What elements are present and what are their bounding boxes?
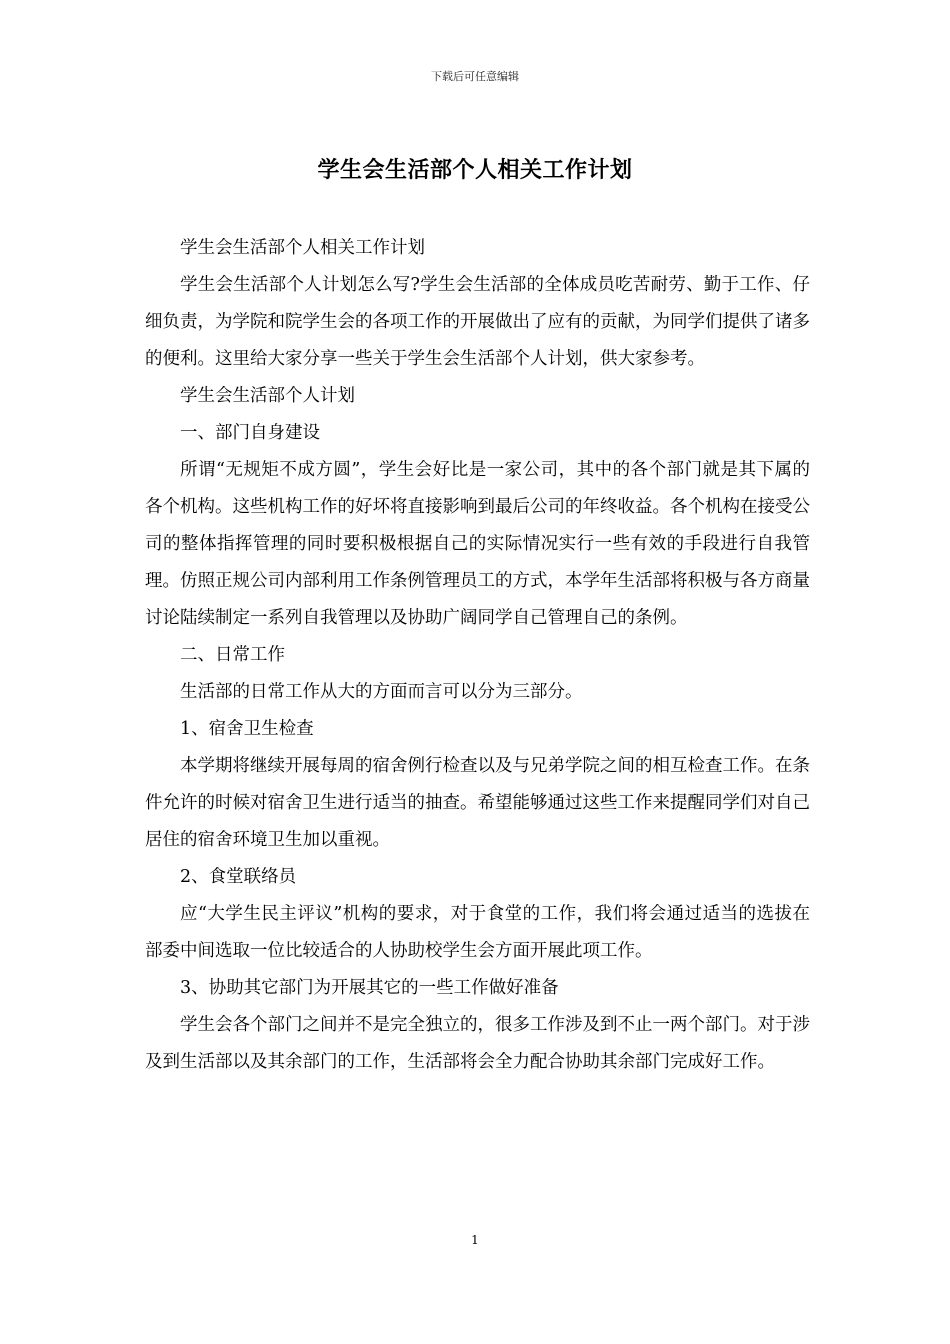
subsection-heading: 3、协助其它部门为开展其它的一些工作做好准备 bbox=[180, 978, 559, 998]
header-note: 下载后可任意编辑 bbox=[431, 70, 519, 83]
paragraph: 学生会各个部门之间并不是完全独立的，很多工作涉及到不止一两个部门。对于涉及到生活部以及其余部门的工作，生活部将会全力配合协助其余部门完成好工作。 bbox=[145, 1015, 810, 1072]
document-title: 学生会生活部个人相关工作计划 bbox=[317, 157, 633, 183]
paragraph: 本学期将继续开展每周的宿舍例行检查以及与兄弟学院之间的相互检查工作。在条件允许的时候对宿舍卫生进行适当的抽查。希望能够通过这些工作来提醒同学们对自己居住的宿舍环境卫生加以重视。 bbox=[145, 756, 810, 850]
paragraph: 学生会生活部个人相关工作计划 bbox=[180, 238, 425, 258]
paragraph: 应“大学生民主评议”机构的要求，对于食堂的工作，我们将会通过适当的选拔在部委中间选取一位比较适合的人协助校学生会方面开展此项工作。 bbox=[145, 904, 810, 961]
paragraph: 所谓“无规矩不成方圆”，学生会好比是一家公司，其中的各个部门就是其下属的各个机构。这些机构工作的好坏将直接影响到最后公司的年终收益。各个机构在接受公司的整体指挥管理的同时要积极根据自己的实际情况实行一些有效的手段进行自我管理。仿照正规公司内部利用工作条例管理员工的方式，本学年生活部将积极与各方商量讨论陆续制定一系列自我管理以及协助广阔同学自己管理自己的条例。 bbox=[145, 460, 810, 628]
section-heading: 一、部门自身建设 bbox=[180, 423, 320, 443]
subsection-heading: 1、宿舍卫生检查 bbox=[180, 719, 314, 739]
document-body bbox=[145, 230, 810, 1081]
section-heading: 二、日常工作 bbox=[180, 645, 285, 665]
paragraph: 生活部的日常工作从大的方面而言可以分为三部分。 bbox=[180, 682, 583, 702]
subsection-heading: 2、食堂联络员 bbox=[180, 867, 297, 887]
paragraph: 学生会生活部个人计划 bbox=[180, 386, 355, 406]
paragraph: 学生会生活部个人计划怎么写?学生会生活部的全体成员吃苦耐劳、勤于工作、仔细负责，为学院和院学生会的各项工作的开展做出了应有的贡献，为同学们提供了诸多的便利。这里给大家分享一些关于学生会生活部个人计划，供大家参考。 bbox=[145, 275, 810, 369]
page-number: 1 bbox=[471, 1233, 479, 1247]
